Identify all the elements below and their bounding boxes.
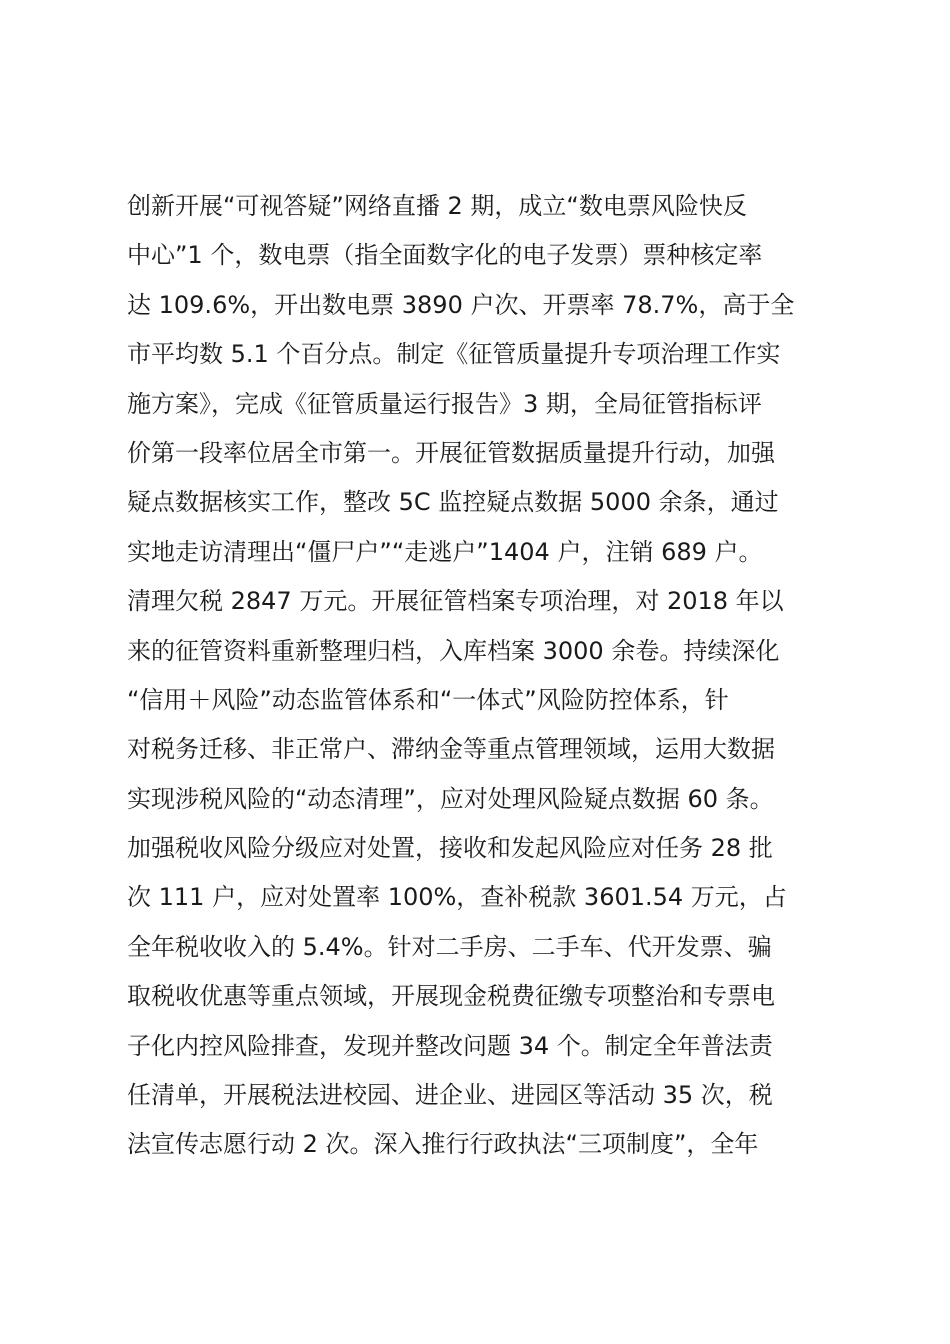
text-line: 清理欠税 2847 万元。开展征管档案专项治理，对 2018 年以 [127, 587, 784, 616]
text-line: 施方案》，完成《征管质量运行报告》3 期，全局征管指标评 [127, 389, 762, 418]
text-line: “信用＋风险”动态监管体系和“一体式”风险防控体系，针 [127, 685, 729, 714]
text-line: 对税务迁移、非正常户、滞纳金等重点管理领域，运用大数据 [127, 735, 775, 764]
text-line: 价第一段率位居全市第一。开展征管数据质量提升行动，加强 [127, 438, 775, 467]
text-line: 实地走访清理出“僵尸户”“走逃户”1404 户，注销 689 户。 [127, 537, 763, 566]
text-line: 中心”1 个，数电票（指全面数字化的电子发票）票种核定率 [127, 241, 763, 270]
text-line: 创新开展“可视答疑”网络直播 2 期，成立“数电票风险快反 [127, 192, 747, 220]
text-line: 市平均数 5.1 个百分点。制定《征管质量提升专项治理工作实 [127, 340, 781, 369]
text-line: 全年税收收入的 5.4%。针对二手房、二手车、代开发票、骗 [127, 932, 772, 961]
text-line: 次 111 户，应对处置率 100%，查补税款 3601.54 万元，占 [127, 883, 787, 912]
text-line: 法宣传志愿行动 2 次。深入推行行政执法“三项制度”，全年 [127, 1130, 759, 1159]
text-line: 任清单，开展税法进校园、进企业、进园区等活动 35 次，税 [127, 1081, 773, 1110]
text-line: 实现涉税风险的“动态清理”，应对处理风险疑点数据 60 条。 [127, 784, 774, 813]
text-line: 疑点数据核实工作，整改 5C 监控疑点数据 5000 余条，通过 [127, 488, 779, 517]
text-line: 子化内控风险排查，发现并整改问题 34 个。制定全年普法责 [127, 1031, 773, 1060]
text-line: 取税收优惠等重点领域，开展现金税费征缴专项整治和专票电 [127, 982, 775, 1011]
text-line: 达 109.6%，开出数电票 3890 户次、开票率 78.7%，高于全 [127, 290, 795, 319]
body-text [127, 182, 847, 1170]
text-line: 加强税收风险分级应对处置，接收和发起风险应对任务 28 批 [127, 834, 773, 863]
text-line: 来的征管资料重新整理归档，入库档案 3000 余卷。持续深化 [127, 636, 780, 665]
